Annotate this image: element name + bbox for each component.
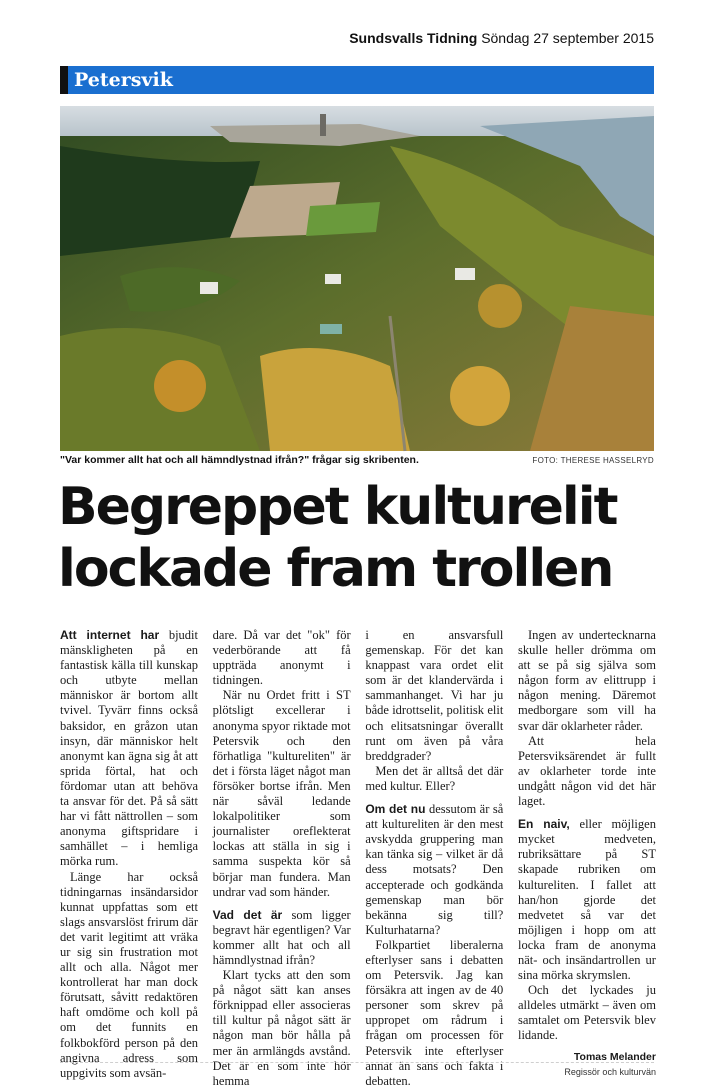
paragraph: eller möjligen mycket medveten, rubriksättare på ST skapade rubriken om kultureliten. I fallet att han/hon gjorde det medvetet så var det möjligen i hopp om att locka fram de anonyma nät- och insändartrollen ur sina mörka skrymslen. [517, 817, 656, 983]
photo-credit: FOTO: THERESE HASSELRYD [532, 456, 654, 465]
paragraph: dare. Då var det "ok" för vederbörande att få uppträda anonymt i tidningen. [212, 628, 351, 688]
author-role: Regissör och kulturvän [564, 1066, 656, 1077]
photo-caption: "Var kommer allt hat och all hämndlystnad ifrån?" frågar sig skribenten. [60, 454, 419, 466]
paragraph: som ligger begravt här egentligen? Var kommer allt hat och all hämndlystnad ifrån? [212, 907, 351, 967]
aerial-photo-image [60, 106, 654, 451]
lead-in: En naiv, [517, 817, 570, 832]
bottom-divider [60, 1062, 654, 1063]
paragraph: bjudit mänskligheten på en fantastisk källa till kunskap och utbyte mellan människor är bortom allt tvivel. Tyvärr finns också baksidor, en gråzon utan insyn, där människor helt anonymt kan ägna sig åt att sprida förtal, hat och fördomar utan att behöva ta ansvar för det. På så sätt har vi fått nättrollen – som anonyma giftspridare i samhället – i hemliga mörka rum. [60, 628, 198, 869]
lead-in: Om det nu [365, 802, 426, 817]
headline-line-2: lockade fram trollen [58, 539, 613, 599]
masthead [349, 30, 654, 46]
aerial-photo [60, 106, 654, 451]
lead-in: Att internet har [60, 628, 160, 642]
paragraph: Folkpartiet liberalerna efterlyser sans i debatten om Petersvik. Jag kan försäkra att ingen av de 40 personer som skrev på uppropet om rådrum i frågan om processen för Petersvik inte efterlyser annat än sans och fakta i debatten. [365, 937, 504, 1088]
article-column-1 [60, 628, 198, 1080]
article-column-2 [212, 628, 351, 1088]
article-column-4 [517, 628, 656, 1077]
paragraph: Att hela Petersviksärendet är fullt av oklarheter torde inte undgått någon vid det här laget. [517, 733, 656, 809]
paragraph: Ingen av undertecknarna skulle heller drömma om att se på sig själva som någon form av elittrupp i någon mening. Däremot medborgare som vill ha svar där oklarheter råder. [517, 628, 656, 733]
paragraph: Länge har också tidningarnas insändarsidor kunnat uppfattas som ett slags ansvarslöst frirum där det varit legitimt att vräka ur sig sin frustration mot allt och alla. Något mer kontrollerat har man dock förutsatt, såvitt redaktören haft omdöme och koll på om det funnits en folkbokförd person på den angivna adress som uppgivits som avsän- [60, 869, 198, 1080]
paragraph: När nu Ordet fritt i ST plötsligt excellerar i anonyma spyor riktade mot Petersvik och den förhatliga "kultureliten" är det i första läget något man försöker bortse ifrån. Men när såväl ledande lokalpolitiker som journalister oreflekterat lockas att ställa in sig i samma suspekta kör så börjar man fundera. Man undrar vad som händer. [212, 688, 351, 899]
paragraph: dessutom är så att kultureliten är den mest avskydda gruppering man kan tänka sig – vilket är då dess motsats? Den accepterade och godkända gemenskap man bör bekänna sig till? Kulturhatarna? [365, 802, 504, 937]
paragraph: i en ansvarsfull gemenskap. För det kan knappast vara ordet elit som är det klandervärda i sammanhanget. Vi har ju både idrottselit, politisk elit och elitsatsningar överallt runt om även på våra breddgrader? [365, 628, 504, 763]
paragraph: Klart tycks att den som på något sätt kan anses förknippad eller associeras till kultur på något sätt är någon man bör hålla på mer än armlängds avstånd. Det är en som inte hör hemma [212, 968, 351, 1088]
headline [58, 476, 658, 600]
paragraph: Men det är alltså det där med kultur. Eller? [365, 763, 504, 793]
section-marker [60, 66, 68, 94]
section-label: Petersvik [74, 69, 173, 91]
paragraph: Och det lyckades ju alldeles utmärkt – även om samtalet om Petersvik blev lidande. [517, 983, 656, 1043]
headline-line-1: Begreppet kulturelit [58, 477, 617, 537]
article-body [60, 628, 656, 1088]
issue-date: Söndag 27 september 2015 [481, 30, 654, 46]
newspaper-name: Sundsvalls Tidning [349, 30, 478, 46]
article-column-3 [365, 628, 504, 1088]
lead-in: Vad det är [212, 907, 283, 922]
section-bar [60, 66, 654, 94]
author-name: Tomas Melander [573, 1050, 656, 1063]
